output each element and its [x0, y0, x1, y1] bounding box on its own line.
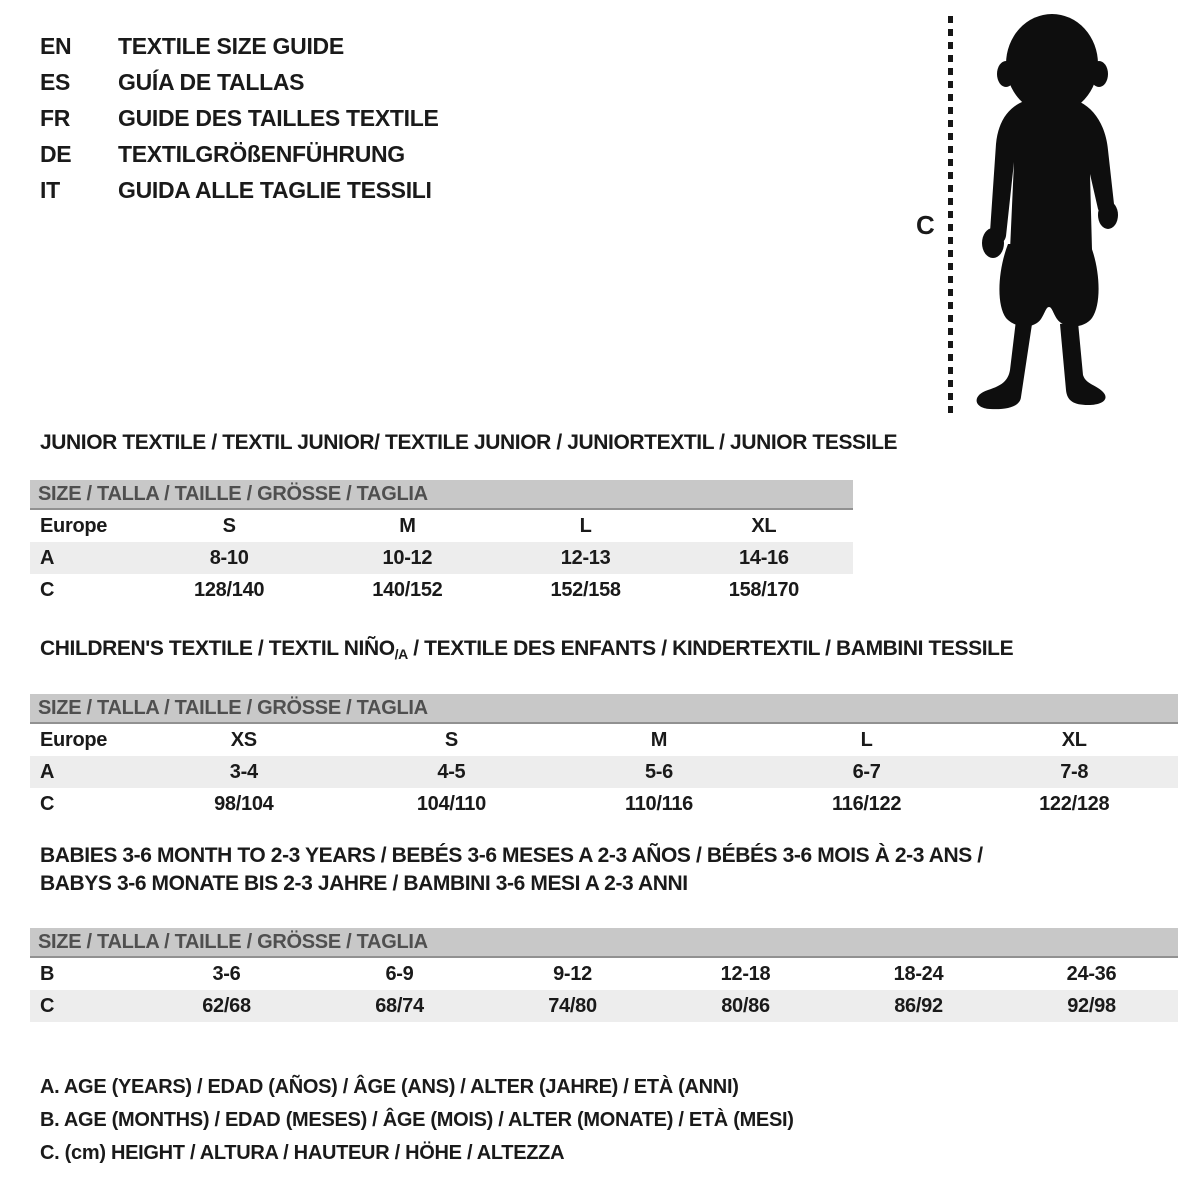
size-cell: 110/116 — [624, 793, 693, 815]
section-title: BABIES 3-6 MONTH TO 2-3 YEARS / BEBÉS 3-6 MESES A 2-3 AÑOS / BÉBÉS 3-6 MOIS À 2-3 ANS / — [40, 844, 983, 867]
toddler-silhouette-icon — [960, 12, 1145, 417]
size-cell: 6-9 — [385, 963, 414, 985]
size-cell: 6-7 — [852, 761, 881, 783]
size-cell: 12-13 — [560, 547, 611, 569]
size-cell: 7-8 — [1060, 761, 1089, 783]
row-label: Europe — [40, 515, 108, 537]
table-row — [30, 990, 1178, 1022]
language-row — [40, 136, 439, 172]
table-row — [30, 958, 1178, 990]
height-dashed-line — [948, 16, 953, 416]
row-label: Europe — [40, 729, 108, 751]
size-cell: XS — [230, 729, 257, 751]
language-title-list — [40, 28, 439, 208]
size-cell: 152/158 — [550, 579, 621, 601]
size-header-bar: SIZE / TALLA / TAILLE / GRÖSSE / TAGLIA — [30, 928, 1178, 958]
size-cell: 12-18 — [720, 963, 771, 985]
legend-line: C. (cm) HEIGHT / ALTURA / HAUTEUR / HÖHE / ALTEZZA — [40, 1142, 565, 1164]
size-cell: XL — [1061, 729, 1087, 751]
size-cell: 122/128 — [1039, 793, 1110, 815]
size-cell: 3-6 — [212, 963, 241, 985]
language-code: DE — [40, 141, 72, 167]
size-cell: 24-36 — [1066, 963, 1117, 985]
language-row — [40, 64, 439, 100]
size-cell: 116/122 — [832, 793, 902, 815]
language-code: FR — [40, 105, 71, 131]
size-cell: 98/104 — [214, 793, 274, 815]
size-cell: 128/140 — [194, 579, 265, 601]
language-title: TEXTILGRÖßENFÜHRUNG — [118, 141, 405, 167]
section-children — [30, 636, 1178, 820]
section-title: BABYS 3-6 MONATE BIS 2-3 JAHRE / BAMBINI 3-6 MESI A 2-3 ANNI — [40, 872, 688, 895]
size-cell: 4-5 — [437, 761, 466, 783]
row-label: A — [40, 761, 55, 783]
language-row — [40, 100, 439, 136]
row-label: A — [40, 547, 55, 569]
size-cell: 5-6 — [644, 761, 673, 783]
language-title: GUIDE DES TAILLES TEXTILE — [118, 105, 439, 131]
size-cell: L — [860, 729, 873, 751]
language-code: IT — [40, 177, 60, 203]
language-title: GUIDA ALLE TAGLIE TESSILI — [118, 177, 432, 203]
size-cell: 62/68 — [202, 995, 251, 1017]
size-cell: 68/74 — [375, 995, 424, 1017]
size-cell: S — [444, 729, 458, 751]
language-row — [40, 172, 439, 208]
table-row — [30, 510, 853, 542]
language-code: EN — [40, 33, 72, 59]
table-row — [30, 574, 853, 606]
size-header-bar: SIZE / TALLA / TAILLE / GRÖSSE / TAGLIA — [30, 480, 853, 510]
legend-line: B. AGE (MONTHS) / EDAD (MESES) / ÂGE (MOIS) / ALTER (MONATE) / ETÀ (MESI) — [40, 1109, 794, 1131]
table-row — [30, 788, 1178, 820]
section-babies — [30, 842, 1178, 1022]
size-cell: 140/152 — [372, 579, 443, 601]
size-cell: 80/86 — [721, 995, 770, 1017]
size-cell: 10-12 — [382, 547, 433, 569]
height-measure-label: C — [916, 210, 935, 240]
size-cell: 86/92 — [894, 995, 943, 1017]
size-header-bar: SIZE / TALLA / TAILLE / GRÖSSE / TAGLIA — [30, 694, 1178, 724]
language-title: GUÍA DE TALLAS — [118, 69, 305, 95]
legend-line: A. AGE (YEARS) / EDAD (AÑOS) / ÂGE (ANS) / ALTER (JAHRE) / ETÀ (ANNI) — [40, 1076, 739, 1098]
size-cell: 8-10 — [209, 547, 249, 569]
row-label: B — [40, 963, 55, 985]
row-label: C — [40, 579, 55, 601]
size-cell: 92/98 — [1067, 995, 1116, 1017]
section-title: CHILDREN'S TEXTILE / TEXTIL $NIÑO_{/A}$ / TEXTILE DES ENFANTS / KINDERTEXTIL / BAMBINI TESSILE — [40, 637, 1014, 662]
section-junior — [30, 430, 898, 606]
size-cell: L — [579, 515, 592, 537]
size-cell: 158/170 — [728, 579, 799, 601]
size-cell: S — [222, 515, 236, 537]
table-row — [30, 542, 853, 574]
size-cell: 9-12 — [553, 963, 592, 985]
size-cell: 14-16 — [739, 547, 789, 569]
section-title: JUNIOR TEXTILE / TEXTIL JUNIOR/ TEXTILE JUNIOR / JUNIORTEXTIL / JUNIOR TESSILE — [40, 431, 898, 454]
language-title: TEXTILE SIZE GUIDE — [118, 33, 344, 59]
size-cell: 74/80 — [548, 995, 597, 1017]
language-row — [40, 28, 439, 64]
size-cell: XL — [751, 515, 777, 537]
table-row — [30, 756, 1178, 788]
language-code: ES — [40, 69, 71, 95]
size-cell: M — [650, 729, 668, 751]
legend — [40, 1071, 794, 1170]
table-row — [30, 724, 1178, 756]
row-label: C — [40, 793, 55, 815]
size-cell: 18-24 — [893, 963, 944, 985]
size-cell: 104/110 — [416, 793, 486, 815]
row-label: C — [40, 995, 55, 1017]
size-cell: 3-4 — [229, 761, 258, 783]
size-cell: M — [399, 515, 416, 537]
